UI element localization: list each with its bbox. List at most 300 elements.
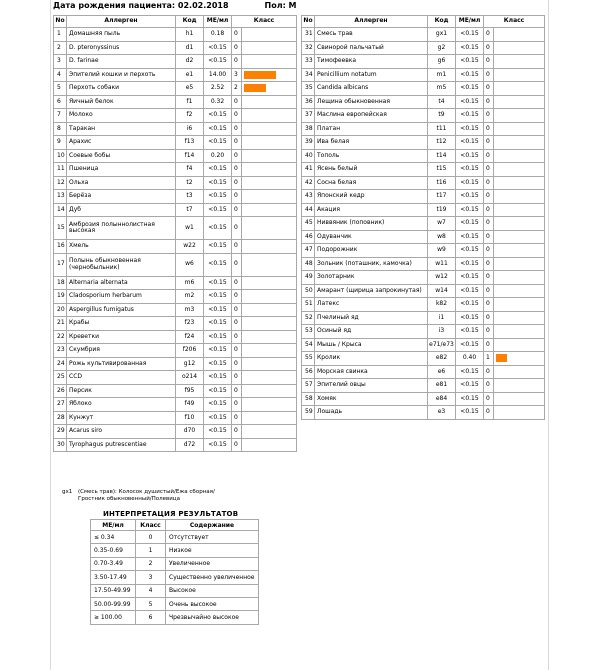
allergen-value: <0.15 xyxy=(204,371,232,385)
allergen-value: <0.15 xyxy=(456,271,484,285)
table-row xyxy=(54,136,297,150)
allergen-class: 0 xyxy=(232,371,242,385)
class-bar-cell xyxy=(494,217,545,231)
class-bar-cell xyxy=(242,28,297,42)
interp-class: 2 xyxy=(136,557,166,570)
allergen-name: CCD xyxy=(67,371,176,385)
allergen-name: Морская свинка xyxy=(315,365,428,379)
allergen-value: <0.15 xyxy=(204,438,232,452)
table-row xyxy=(302,365,545,379)
allergen-class: 0 xyxy=(484,109,494,123)
row-num: 36 xyxy=(302,95,315,109)
allergen-code: f4 xyxy=(176,163,204,177)
row-num: 41 xyxy=(302,163,315,177)
allergen-value: 0.20 xyxy=(204,149,232,163)
allergen-name: Хомяк xyxy=(315,392,428,406)
row-num: 11 xyxy=(54,163,67,177)
allergen-value: <0.15 xyxy=(204,109,232,123)
row-num: 5 xyxy=(54,82,67,96)
table-row xyxy=(54,425,297,439)
class-bar-cell xyxy=(242,398,297,412)
class-bar-cell xyxy=(242,109,297,123)
allergen-code: t4 xyxy=(428,95,456,109)
allergen-name: Aspergillus fumigatus xyxy=(67,303,176,317)
row-num: 43 xyxy=(302,190,315,204)
table-row xyxy=(302,122,545,136)
allergen-code: e5 xyxy=(176,82,204,96)
table-header-row xyxy=(54,16,297,28)
class-bar-cell xyxy=(494,406,545,420)
table-row xyxy=(302,244,545,258)
allergen-name: Лошадь xyxy=(315,406,428,420)
table-row xyxy=(54,371,297,385)
page-right-edge xyxy=(548,0,549,670)
allergen-value: <0.15 xyxy=(456,406,484,420)
footnote-code: gx1 xyxy=(62,489,73,495)
interp-content: Чрезвычайно высокое xyxy=(166,611,259,624)
class-bar-cell xyxy=(494,163,545,177)
class-bar-cell xyxy=(494,365,545,379)
allergen-code: w22 xyxy=(176,240,204,254)
table-row xyxy=(54,163,297,177)
allergen-name: Ольха xyxy=(67,176,176,190)
row-num: 53 xyxy=(302,325,315,339)
allergen-code: f49 xyxy=(176,398,204,412)
col-unit-header: МЕ/мл xyxy=(456,16,484,28)
row-num: 18 xyxy=(54,276,67,290)
table-row xyxy=(302,392,545,406)
allergen-name: D. farinae xyxy=(67,55,176,69)
table-row xyxy=(54,276,297,290)
row-num: 49 xyxy=(302,271,315,285)
class-bar xyxy=(496,354,507,362)
allergen-name: Сосна белая xyxy=(315,176,428,190)
allergen-code: t3 xyxy=(176,190,204,204)
allergen-class: 0 xyxy=(232,344,242,358)
interp-class: 4 xyxy=(136,584,166,597)
table-row xyxy=(302,109,545,123)
allergen-name: Смесь трав xyxy=(315,28,428,42)
allergen-code: t15 xyxy=(428,163,456,177)
table-row xyxy=(54,55,297,69)
class-bar-cell xyxy=(242,176,297,190)
table-row xyxy=(54,317,297,331)
row-num: 34 xyxy=(302,68,315,82)
allergen-code: f1 xyxy=(176,95,204,109)
allergen-class: 0 xyxy=(484,298,494,312)
class-bar xyxy=(244,71,276,79)
table-row xyxy=(302,338,545,352)
allergen-code: t11 xyxy=(428,122,456,136)
table-row xyxy=(54,253,297,276)
table-row xyxy=(54,68,297,82)
class-bar-cell xyxy=(242,122,297,136)
allergen-class: 0 xyxy=(232,240,242,254)
allergen-class: 0 xyxy=(484,136,494,150)
row-num: 19 xyxy=(54,290,67,304)
class-bar-cell xyxy=(242,217,297,240)
class-bar-cell xyxy=(494,149,545,163)
class-bar-cell xyxy=(494,28,545,42)
class-bar-cell xyxy=(242,344,297,358)
allergen-name: Перхоть собаки xyxy=(67,82,176,96)
table-row xyxy=(302,163,545,177)
row-num: 37 xyxy=(302,109,315,123)
class-bar-cell xyxy=(242,41,297,55)
class-bar-cell xyxy=(494,379,545,393)
allergen-table-left xyxy=(53,15,297,452)
patient-sex: Пол: М xyxy=(264,1,297,10)
allergen-class: 0 xyxy=(232,41,242,55)
table-row xyxy=(302,257,545,271)
allergen-value: <0.15 xyxy=(204,425,232,439)
allergen-value: <0.15 xyxy=(456,163,484,177)
allergen-name: Зольник (поташник, камочка) xyxy=(315,257,428,271)
allergen-name: Cladosporium herbarum xyxy=(67,290,176,304)
class-bar-cell xyxy=(494,176,545,190)
allergen-class: 0 xyxy=(484,190,494,204)
table-row xyxy=(54,217,297,240)
allergen-value: <0.15 xyxy=(204,357,232,371)
interp-range-header: МЕ/мл xyxy=(91,520,136,531)
allergen-class: 0 xyxy=(232,122,242,136)
allergen-class: 0 xyxy=(484,325,494,339)
table-row xyxy=(54,190,297,204)
interp-range: 3.50-17.49 xyxy=(91,571,136,584)
allergen-code: w6 xyxy=(176,253,204,276)
allergen-class: 0 xyxy=(232,190,242,204)
allergen-value: <0.15 xyxy=(456,28,484,42)
allergen-class: 0 xyxy=(484,230,494,244)
table-row xyxy=(54,176,297,190)
allergen-class: 0 xyxy=(232,163,242,177)
allergen-code: k82 xyxy=(428,298,456,312)
allergen-class: 0 xyxy=(232,253,242,276)
allergen-code: gx1 xyxy=(428,28,456,42)
allergen-value: <0.15 xyxy=(204,317,232,331)
allergen-class: 0 xyxy=(232,303,242,317)
allergen-code: t9 xyxy=(428,109,456,123)
col-code-header: Код xyxy=(428,16,456,28)
allergen-code: e1 xyxy=(176,68,204,82)
table-row xyxy=(302,55,545,69)
allergen-value: <0.15 xyxy=(204,240,232,254)
interpretation-row xyxy=(91,584,259,597)
allergen-value: <0.15 xyxy=(456,379,484,393)
allergen-class: 0 xyxy=(484,365,494,379)
allergen-value: <0.15 xyxy=(204,163,232,177)
allergen-name: Таракан xyxy=(67,122,176,136)
class-bar-cell xyxy=(242,95,297,109)
allergen-class: 0 xyxy=(484,176,494,190)
allergen-code: e3 xyxy=(428,406,456,420)
allergen-code: e81 xyxy=(428,379,456,393)
allergen-value: <0.15 xyxy=(456,176,484,190)
row-num: 29 xyxy=(54,425,67,439)
row-num: 23 xyxy=(54,344,67,358)
class-bar-cell xyxy=(494,244,545,258)
allergen-code: w8 xyxy=(428,230,456,244)
table-row xyxy=(302,203,545,217)
interpretation-table xyxy=(90,519,259,625)
table-row xyxy=(54,82,297,96)
table-row xyxy=(54,303,297,317)
allergen-code: o214 xyxy=(176,371,204,385)
allergen-code: i1 xyxy=(428,311,456,325)
allergen-value: 14.00 xyxy=(204,68,232,82)
allergen-class: 0 xyxy=(484,55,494,69)
row-num: 48 xyxy=(302,257,315,271)
table-row xyxy=(302,176,545,190)
interp-class: 3 xyxy=(136,571,166,584)
allergen-code: f10 xyxy=(176,411,204,425)
class-bar-cell xyxy=(494,95,545,109)
allergen-value: <0.15 xyxy=(456,82,484,96)
allergen-code: e6 xyxy=(428,365,456,379)
allergen-name: Свинорой пальчатый xyxy=(315,41,428,55)
allergen-value: <0.15 xyxy=(456,392,484,406)
allergen-value: <0.15 xyxy=(456,217,484,231)
row-num: 3 xyxy=(54,55,67,69)
interp-class: 5 xyxy=(136,597,166,610)
row-num: 30 xyxy=(54,438,67,452)
row-num: 27 xyxy=(54,398,67,412)
allergen-class: 0 xyxy=(484,392,494,406)
row-num: 25 xyxy=(54,371,67,385)
row-num: 57 xyxy=(302,379,315,393)
table-row xyxy=(54,28,297,42)
allergen-value: <0.15 xyxy=(456,55,484,69)
allergen-value: <0.15 xyxy=(456,311,484,325)
interp-content: Существенно увеличенное xyxy=(166,571,259,584)
allergen-class: 0 xyxy=(484,406,494,420)
allergen-name: Акация xyxy=(315,203,428,217)
allergen-name: Крабы xyxy=(67,317,176,331)
table-row xyxy=(302,271,545,285)
allergen-value: 0.40 xyxy=(456,352,484,366)
allergen-class: 0 xyxy=(484,217,494,231)
allergen-name: Кролик xyxy=(315,352,428,366)
table-row xyxy=(302,325,545,339)
allergen-class: 0 xyxy=(232,398,242,412)
allergen-name: Мышь / Крыса xyxy=(315,338,428,352)
col-code-header: Код xyxy=(176,16,204,28)
row-num: 47 xyxy=(302,244,315,258)
allergen-value: <0.15 xyxy=(204,176,232,190)
interpretation-row xyxy=(91,571,259,584)
col-num-header: No xyxy=(302,16,315,28)
class-bar-cell xyxy=(242,384,297,398)
table-row xyxy=(54,203,297,217)
allergen-name: D. pteronyssinus xyxy=(67,41,176,55)
table-row xyxy=(302,28,545,42)
row-num: 28 xyxy=(54,411,67,425)
allergen-value: <0.15 xyxy=(456,136,484,150)
allergen-name: Candida albicans xyxy=(315,82,428,96)
row-num: 20 xyxy=(54,303,67,317)
allergen-code: f2 xyxy=(176,109,204,123)
interp-class: 0 xyxy=(136,531,166,544)
row-num: 6 xyxy=(54,95,67,109)
allergen-name: Платан xyxy=(315,122,428,136)
class-bar-cell xyxy=(242,438,297,452)
row-num: 22 xyxy=(54,330,67,344)
table-row xyxy=(302,149,545,163)
row-num: 39 xyxy=(302,136,315,150)
allergen-name: Маслина европейская xyxy=(315,109,428,123)
class-bar xyxy=(244,84,266,92)
allergen-class: 0 xyxy=(484,95,494,109)
allergen-code: d2 xyxy=(176,55,204,69)
class-bar-cell xyxy=(494,82,545,96)
allergen-class: 0 xyxy=(232,203,242,217)
row-num: 1 xyxy=(54,28,67,42)
row-num: 33 xyxy=(302,55,315,69)
allergen-name: Acarus siro xyxy=(67,425,176,439)
allergen-code: m1 xyxy=(428,68,456,82)
allergen-name: Домашняя пыль xyxy=(67,28,176,42)
class-bar-cell xyxy=(242,303,297,317)
allergen-class: 0 xyxy=(484,68,494,82)
allergen-value: 2.52 xyxy=(204,82,232,96)
allergen-class: 0 xyxy=(484,82,494,96)
allergen-code: t19 xyxy=(428,203,456,217)
row-num: 59 xyxy=(302,406,315,420)
allergen-name: Кунжут xyxy=(67,411,176,425)
table-row xyxy=(302,136,545,150)
allergen-value: <0.15 xyxy=(204,290,232,304)
allergen-name: Арахис xyxy=(67,136,176,150)
allergen-name: Тополь xyxy=(315,149,428,163)
table-row xyxy=(302,190,545,204)
col-allergen-header: Аллерген xyxy=(315,16,428,28)
allergen-code: h1 xyxy=(176,28,204,42)
col-unit-header: МЕ/мл xyxy=(204,16,232,28)
allergen-code: f13 xyxy=(176,136,204,150)
allergen-class: 0 xyxy=(232,425,242,439)
col-class-header: Класс xyxy=(232,16,297,28)
allergen-code: d72 xyxy=(176,438,204,452)
row-num: 13 xyxy=(54,190,67,204)
allergen-value: <0.15 xyxy=(204,203,232,217)
allergen-class: 0 xyxy=(232,55,242,69)
row-num: 46 xyxy=(302,230,315,244)
table-row xyxy=(54,344,297,358)
class-bar-cell xyxy=(242,411,297,425)
allergen-class: 0 xyxy=(232,109,242,123)
allergen-name: Ниввяник (поповник) xyxy=(315,217,428,231)
table-row xyxy=(54,384,297,398)
table-row xyxy=(54,330,297,344)
allergen-name: Дуб xyxy=(67,203,176,217)
interpretation-header-row xyxy=(91,520,259,531)
allergen-class: 0 xyxy=(232,217,242,240)
allergen-name: Амброзия полыннолистная высокая xyxy=(67,217,176,240)
birth-date: Дата рождения пациента: 02.02.2018 xyxy=(53,1,229,10)
allergen-value: <0.15 xyxy=(456,95,484,109)
class-bar-cell xyxy=(494,271,545,285)
row-num: 2 xyxy=(54,41,67,55)
allergen-value: <0.15 xyxy=(204,122,232,136)
interp-content: Низкое xyxy=(166,544,259,557)
class-bar-cell xyxy=(242,276,297,290)
row-num: 16 xyxy=(54,240,67,254)
allergen-code: g2 xyxy=(428,41,456,55)
allergen-code: t2 xyxy=(176,176,204,190)
allergen-name: Tyrophagus putrescentiae xyxy=(67,438,176,452)
allergen-code: m6 xyxy=(176,276,204,290)
table-row xyxy=(302,311,545,325)
col-allergen-header: Аллерген xyxy=(67,16,176,28)
class-bar-cell xyxy=(242,253,297,276)
table-row xyxy=(302,230,545,244)
table-row xyxy=(54,398,297,412)
table-row xyxy=(54,240,297,254)
allergen-code: w9 xyxy=(428,244,456,258)
row-num: 15 xyxy=(54,217,67,240)
class-bar-cell xyxy=(242,240,297,254)
interp-content: Высокое xyxy=(166,584,259,597)
class-bar-cell xyxy=(494,68,545,82)
class-bar-cell xyxy=(494,298,545,312)
allergen-code: t14 xyxy=(428,149,456,163)
allergen-class: 0 xyxy=(484,149,494,163)
row-num: 51 xyxy=(302,298,315,312)
table-row xyxy=(302,82,545,96)
allergen-class: 0 xyxy=(484,122,494,136)
table-row xyxy=(302,298,545,312)
allergen-class: 0 xyxy=(484,28,494,42)
allergen-code: m3 xyxy=(176,303,204,317)
allergen-value: <0.15 xyxy=(456,41,484,55)
table-row xyxy=(302,379,545,393)
allergen-class: 0 xyxy=(484,203,494,217)
interp-range: 0.70-3.49 xyxy=(91,557,136,570)
class-bar-cell xyxy=(494,122,545,136)
allergen-code: f23 xyxy=(176,317,204,331)
allergen-name: Эпителий кошки и перхоть xyxy=(67,68,176,82)
row-num: 8 xyxy=(54,122,67,136)
allergen-code: w7 xyxy=(428,217,456,231)
col-class-header: Класс xyxy=(484,16,545,28)
allergen-class: 0 xyxy=(232,149,242,163)
allergen-name: Подорожник xyxy=(315,244,428,258)
class-bar-cell xyxy=(494,338,545,352)
allergen-name: Соевые бобы xyxy=(67,149,176,163)
class-bar-cell xyxy=(494,284,545,298)
allergen-class: 0 xyxy=(232,28,242,42)
allergen-value: <0.15 xyxy=(204,41,232,55)
row-num: 32 xyxy=(302,41,315,55)
allergen-value: <0.15 xyxy=(204,55,232,69)
allergen-code: t17 xyxy=(428,190,456,204)
allergen-class: 2 xyxy=(232,82,242,96)
allergen-name: Золотарник xyxy=(315,271,428,285)
allergen-value: <0.15 xyxy=(456,149,484,163)
allergen-class: 0 xyxy=(232,290,242,304)
row-num: 31 xyxy=(302,28,315,42)
allergen-name: Полынь обыкновенная (чернобыльник) xyxy=(67,253,176,276)
allergen-code: t16 xyxy=(428,176,456,190)
allergen-value: <0.15 xyxy=(204,398,232,412)
allergen-name: Скумбрия xyxy=(67,344,176,358)
class-bar-cell xyxy=(494,203,545,217)
allergen-class: 0 xyxy=(484,41,494,55)
interp-range: 17.50-49.99 xyxy=(91,584,136,597)
row-num: 40 xyxy=(302,149,315,163)
allergen-name: Ясень белый xyxy=(315,163,428,177)
table-row xyxy=(54,438,297,452)
